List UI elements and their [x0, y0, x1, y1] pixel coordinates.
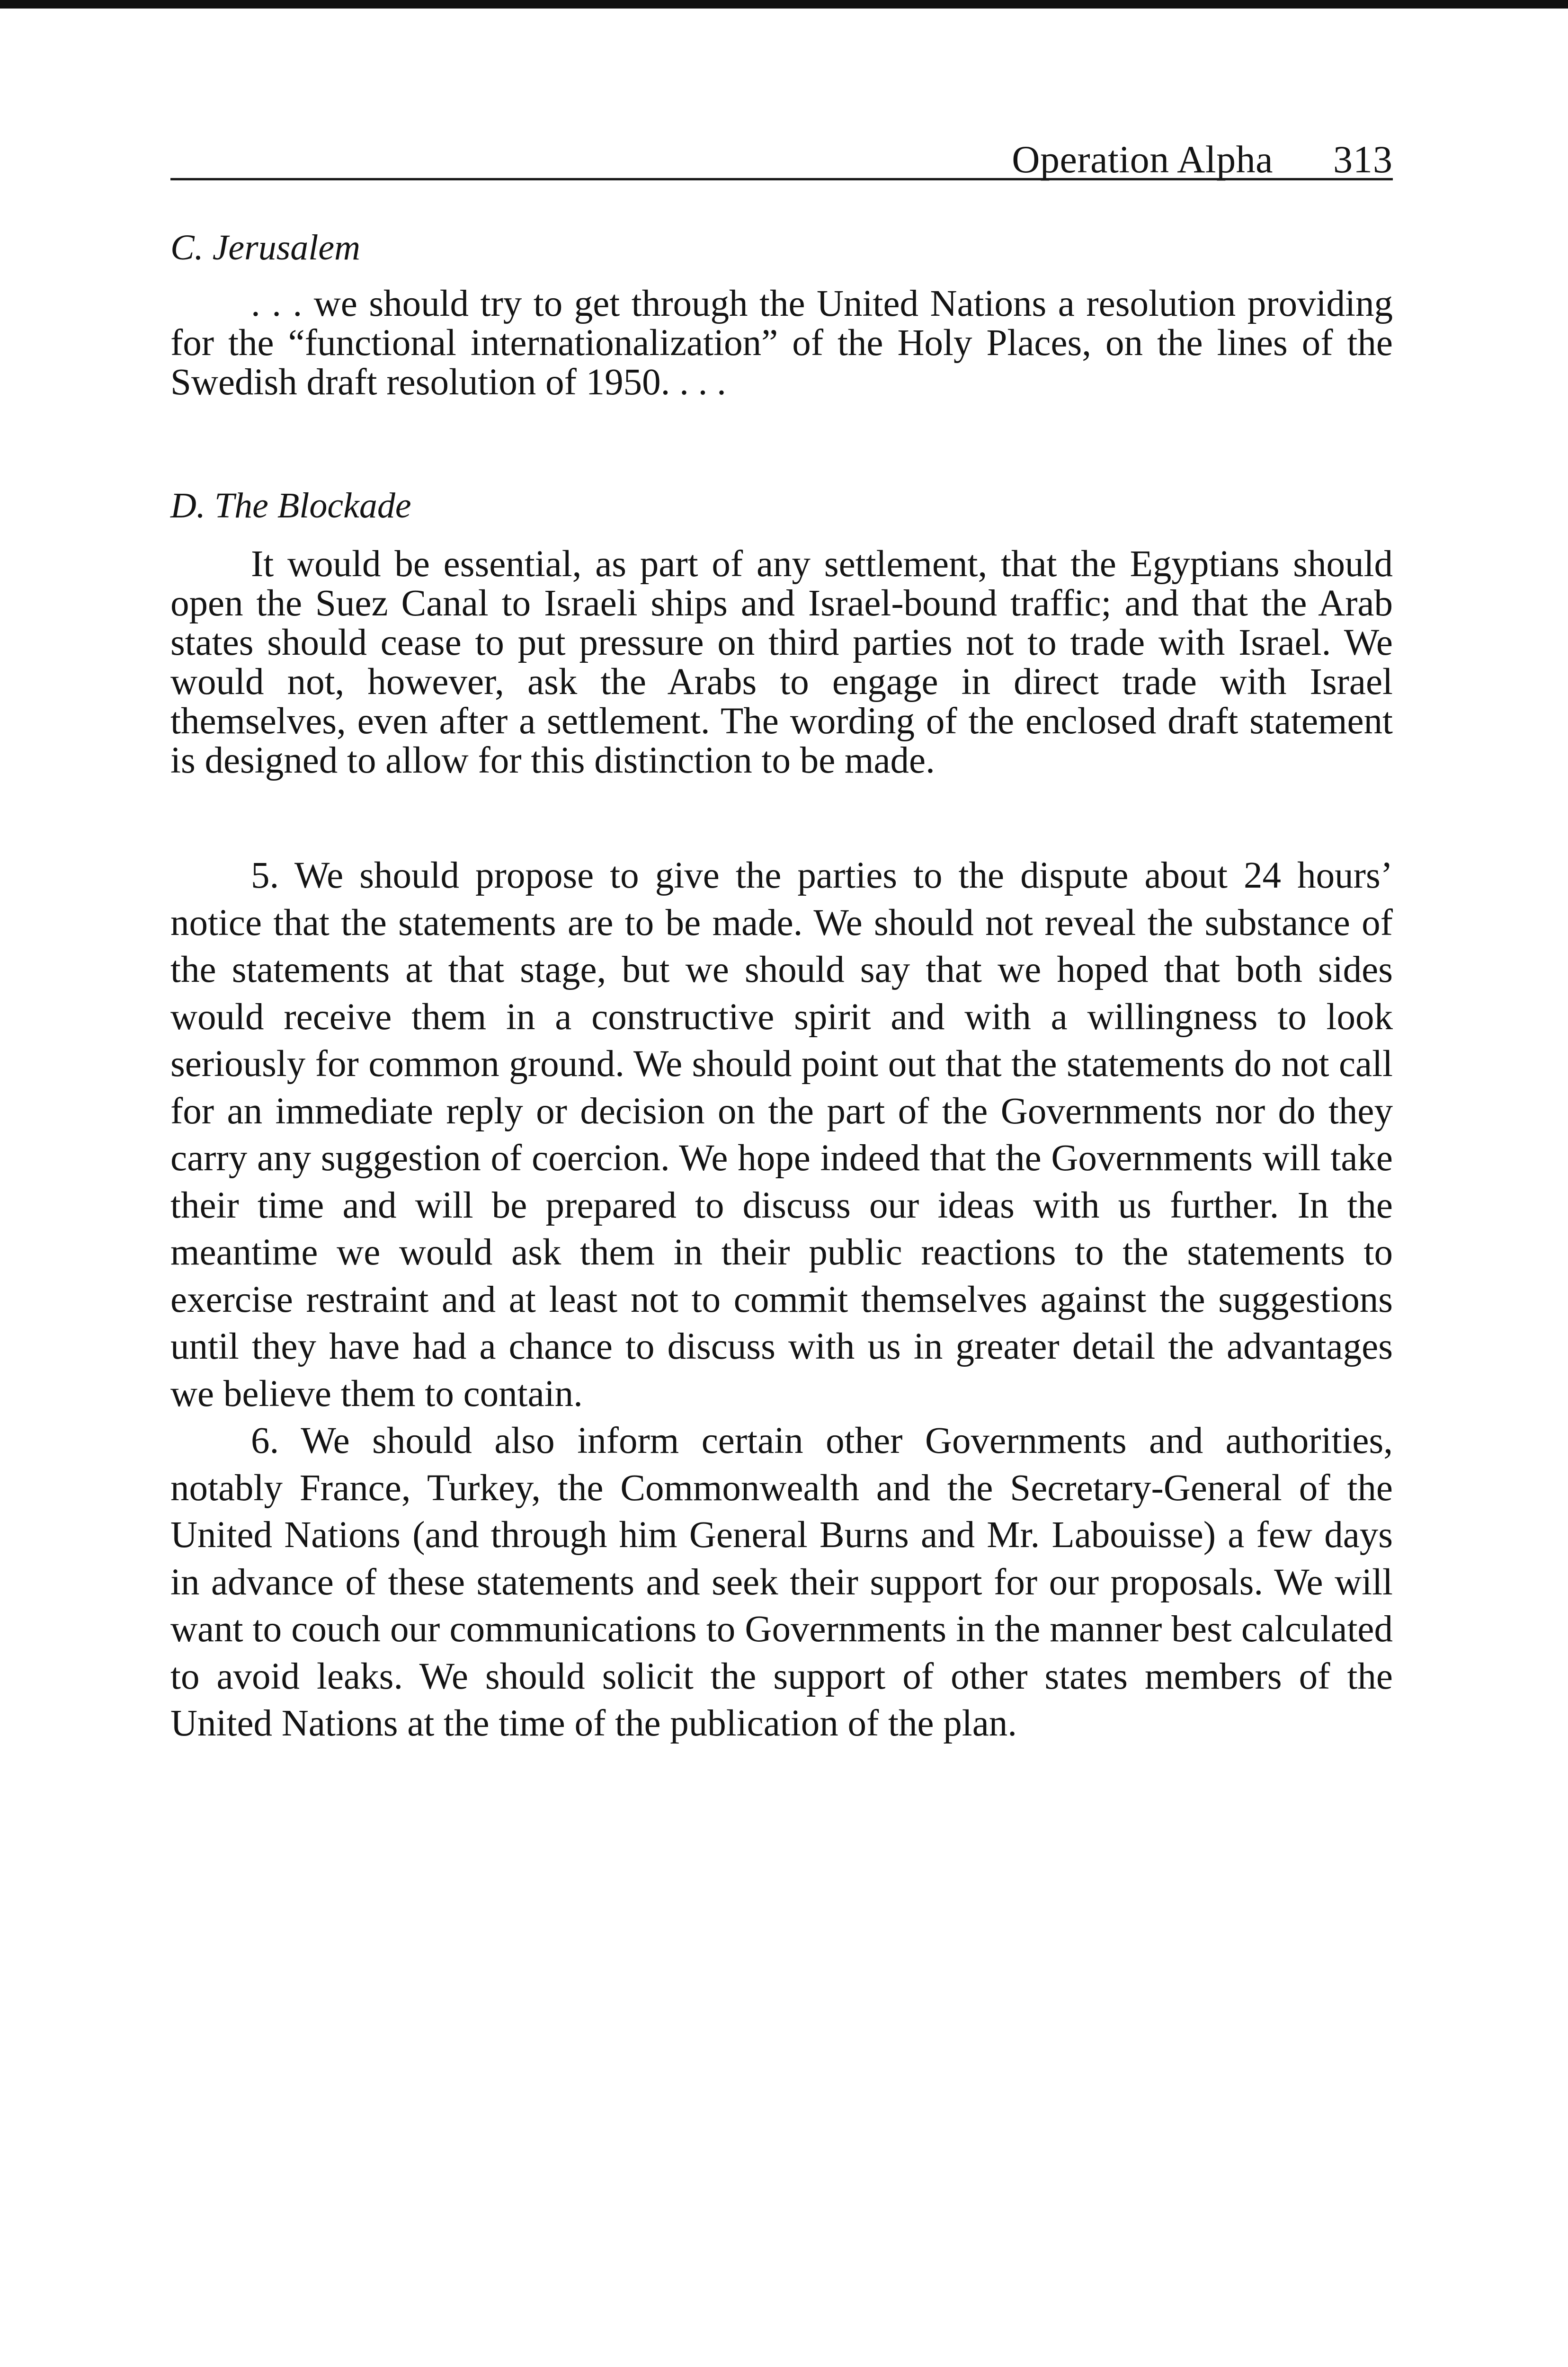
section-jerusalem-body	[170, 284, 1393, 402]
running-head-title: Operation Alpha	[1012, 138, 1273, 181]
paragraph-jerusalem: . . . we should try to get through the United Nations a resolution providing for the “functional internationalization” of the Holy Places, on the lines of the Swedish draft resolution of 1950. . . .	[170, 283, 1393, 403]
page-number: 313	[1333, 138, 1393, 181]
running-head	[170, 133, 1393, 180]
section-heading-jerusalem: C. Jerusalem	[170, 228, 361, 267]
paragraph-5: 5. We should propose to give the parties to the dispute about 24 hours’ notice that the statements are to be made. We should not reveal the substance of the statements at that stage, but we should say that we hoped that both sides would receive them in a constructive spirit and with a willingness to look seriously for common ground. We should point out that the statements do not call for an immediate reply or decision on the part of the Governments nor do they carry any suggestion of coercion. We hope indeed that the Governments will take their time and will be prepared to discuss our ideas with us further. In the meantime we would ask them in their public reactions to the statements to exercise restraint and at least not to commit themselves against the suggestions until they have had a chance to discuss with us in greater detail the advantages we believe them to contain.	[170, 855, 1393, 1415]
top-edge-border	[0, 0, 1568, 9]
paragraph-blockade: It would be essential, as part of any settlement, that the Egyptians should open the Suez Canal to Israeli ships and Israel-bound traffic; and that the Arab states should cease to put pressure on third parties not to trade with Israel. We would not, however, ask the Arabs to engage in direct trade with Israel themselves, even after a settlement. The wording of the enclosed draft statement is designed to allow for this distinction to be made.	[170, 543, 1393, 781]
section-heading-blockade: D. The Blockade	[170, 486, 411, 525]
numbered-paragraphs	[170, 852, 1393, 1747]
section-blockade-body	[170, 544, 1393, 780]
paragraph-6: 6. We should also inform certain other Governments and authorities, notably France, Turkey, the Commonwealth and the Secretary-General of the United Nations (and through him General Burns and Mr. Labouisse) a few days in advance of these statements and seek their support for our proposals. We will want to couch our communications to Governments in the manner best calculated to avoid leaks. We should solicit the support of other states members of the United Nations at the time of the publication of the plan.	[170, 1420, 1393, 1744]
